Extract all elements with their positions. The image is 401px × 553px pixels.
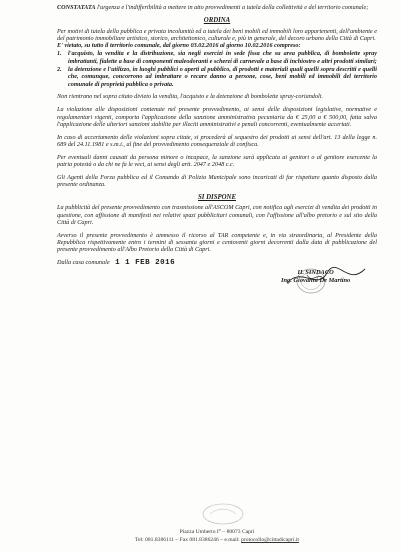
prohibition-item-text: l'acquisto, la vendita e la distribuzione, sia negli esercizi in sede fissa che su area pubblica, di bombolette spray imbrattanti, fialette a base di componenti maleodoranti e scherzi di carnevale a base di inchiostro e altri prodotti similari; <box>68 50 377 65</box>
ordina-heading: ORDINA <box>203 17 231 25</box>
vietato-paragraph: E' vietato, su tutto il territorio comunale, dal giorno 03.02.2016 al giorno 10.02.2016 compreso: <box>57 42 301 50</box>
prohibition-item-number: 1. <box>57 50 62 58</box>
pubblicita-paragraph: La pubblicità del presente provvedimento con trasmissione all'ASCOM Capri, con notifica agli esercizi di vendita dei prodotti in questione, con affissione di manifesti nei relativi spazi pubblicitari comunali, con l'affissione all'albo pretorio e sul sito della Città di Capri. <box>57 204 377 226</box>
municipal-seal-icon <box>200 502 246 526</box>
prohibition-item-2 <box>57 66 377 88</box>
date-label: Dalla casa comunale <box>57 259 110 267</box>
accertamento-paragraph: In caso di accertamento delle violazioni sopra citate, si procederà al sequestro dei prodotti ai sensi dell'art. 13 della legge n. 689 del 24.11.1981 e s.m.i., al fine del provvedimento consequenziale di confisca. <box>57 133 377 148</box>
violazione-paragraph: La violazione alle disposizioni contenute nel presente provvedimento, ai sensi delle disposizioni legislative, normative e regolamentari vigenti, comporta l'applicazione della sanzione amministrativa pecuniaria da € 25,00 a € 500,00, fatta salva l'applicazione delle ulteriori sanzioni stabilite per illeciti amministrativi e penali concorrenti, eventualmente accertati. <box>57 106 377 128</box>
date-stamp: 1 1 FEB 2016 <box>115 259 176 268</box>
dispone-heading: SI DISPONE <box>198 193 236 201</box>
prohibition-item-number: 2. <box>57 66 62 74</box>
avverso-paragraph: Avverso il presente provvedimento è ammesso il ricorso al TAR competente e, in via straordinaria, al Presidente della Repubblica rispettivamente entro i termini di sessanta giorni e centoventi giorni decorrenti dalla data di pubblicazione del presente provvedimento all'Albo Pretorio della Città di Capri. <box>57 231 377 254</box>
signature-name: Ing. Giovanni De Martino <box>281 276 351 284</box>
danni-paragraph: Per eventuali danni causati da persona minore o incapace, la sanzione sarà applicata ai genitori o al genitore esercente la patria potestà o da chi ne fa le veci, ai sensi degli artt. 2047 e 2048 c.c. <box>57 153 377 169</box>
date-line <box>57 259 175 267</box>
prohibition-item-text: la detenzione e l'utilizzo, in luoghi pubblici o aperti al pubblico, di prodotti e materiali quali quelli sopra descritti e quelli che, comunque, concorrono ad imbrattare o recare danno a persone, cose, beni mobili ed immobili del territorio comunale di proprietà pubblica o privata. <box>68 66 377 88</box>
prohibition-list <box>57 50 377 87</box>
document-footer <box>57 528 377 544</box>
constatata-lead: CONSTATATA <box>57 4 96 11</box>
ordina-paragraph: Per motivi di tutela della pubblica e privata incolumità ed a tutela dei beni mobili ed immobili loro appartenenti, dell'ambiente e del patrimonio immobiliare artistico, storico, architettonico, culturale e, più in generale, del decoro urbano della Città di Capri. <box>57 27 377 42</box>
closing-block <box>57 259 377 289</box>
footer-address: Piazza Umberto I° – 80073 Capri <box>179 529 255 535</box>
signature-block <box>281 269 350 284</box>
prohibition-item-1 <box>57 50 377 65</box>
footer-email-link[interactable]: protocollo@cittadicapri.it <box>241 537 299 543</box>
footer-contacts: Tel: 081.8386111 – Fax 081.8386246 – e.mail: <box>135 537 242 543</box>
constatata-paragraph <box>57 4 377 11</box>
footer-contacts-line <box>57 536 377 544</box>
constatata-text: l'urgenza e l'indifferibilità a mettere in atto provvedimenti a tutela della collettività e del territorio comunale; <box>95 4 369 11</box>
agenti-paragraph: Gli Agenti della Forza pubblica ed il Comando di Polizia Municipale sono incaricati di far rispettare quanto disposto dalla presente ordinanza. <box>57 173 377 189</box>
non-rientrano-paragraph: Non rientrano nel sopra citato divieto la vendita, l'acquisto e la detenzione di bombolette spray-coriandoli. <box>57 93 323 101</box>
document-body <box>57 4 377 289</box>
signature-title: IL SINDACO <box>297 269 334 277</box>
